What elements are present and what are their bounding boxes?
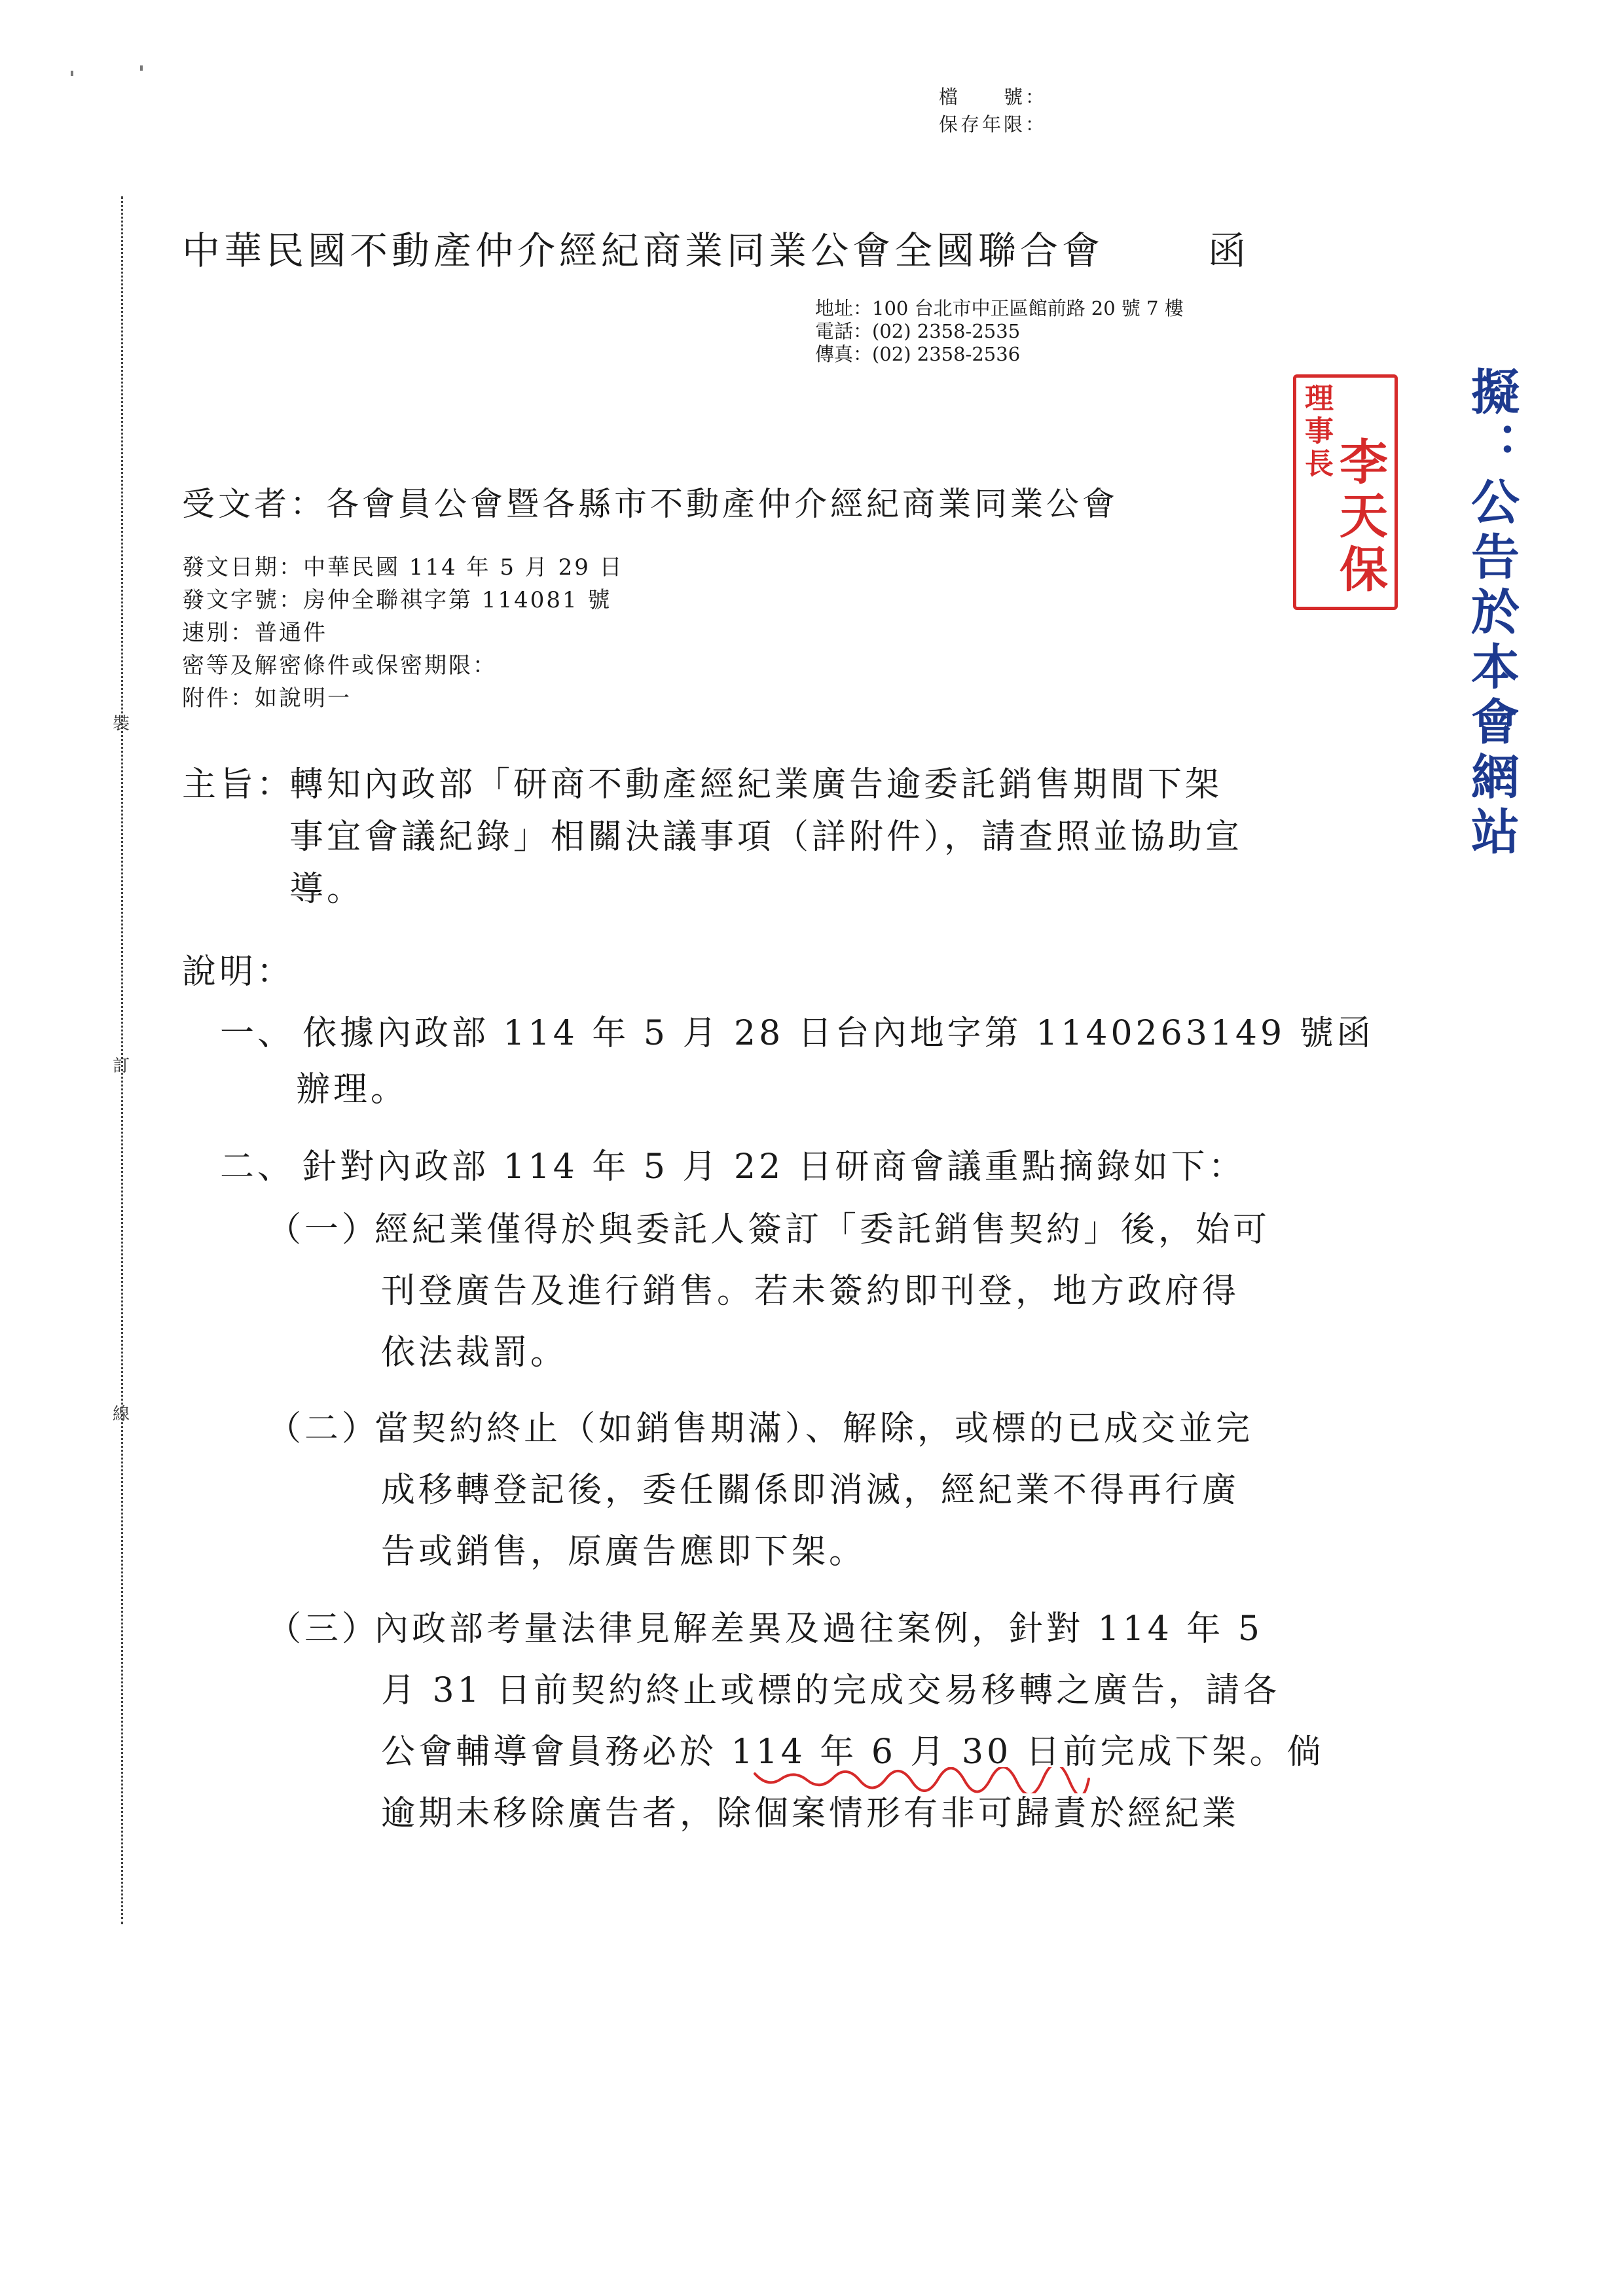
subitem-marker: （三） — [267, 1609, 380, 1649]
subitem-line: 內政部考量法律見解差異及過往案例，針對 114 年 5 — [374, 1609, 1263, 1649]
item-line: 辦理。 — [296, 1070, 409, 1109]
subitem-line: 當契約終止（如銷售期滿）、解除，或標的已成交並完 — [374, 1409, 1254, 1448]
subitem-line: 告或銷售，原廣告應即下架。 — [381, 1532, 867, 1571]
recipient-line: 受文者：各會員公會暨各縣市不動產仲介經紀商業同業公會 — [182, 485, 1118, 523]
subject-line: 導。 — [289, 870, 365, 909]
issue-date: 發文日期：中華民國 114 年 5 月 29 日 — [182, 554, 624, 581]
explanation-label: 說明： — [182, 952, 295, 992]
deadline-underline-mark — [752, 1767, 1092, 1793]
subitem-line: 成移轉登記後，委任關係即消滅，經紀業不得再行廣 — [381, 1471, 1240, 1510]
approval-annotation: 擬：公告於本會網站 — [1463, 367, 1520, 861]
seal-title-column: 理事長 — [1300, 383, 1333, 481]
binding-mark-ding: 訂 — [113, 1056, 130, 1076]
item-line: 依據內政部 114 年 5 月 28 日台內地字第 1140263149 號函 — [302, 1014, 1374, 1053]
binding-mark-zhuang: 裝 — [113, 714, 130, 734]
scan-speck — [140, 65, 143, 71]
subitem-line: 逾期未移除廣告者，除個案情形有非可歸責於經紀業 — [381, 1794, 1240, 1833]
subject-label: 主旨： — [182, 765, 295, 804]
seal-name-column: 李天保 — [1332, 437, 1388, 598]
subitem-marker: （二） — [267, 1409, 380, 1448]
subitem-marker: （一） — [267, 1210, 380, 1249]
speed-class: 速別：普通件 — [182, 620, 327, 646]
item-line: 針對內政部 114 年 5 月 22 日研商會議重點摘錄如下： — [302, 1147, 1246, 1187]
document-type: 函 — [1208, 228, 1250, 273]
file-number-label: 檔 號： — [939, 86, 1048, 108]
organization-title: 中華民國不動產仲介經紀商業同業公會全國聯合會 — [182, 228, 1104, 273]
contact-phone: 電話：(02) 2358-2535 — [815, 320, 1021, 342]
chairman-seal — [1293, 374, 1398, 610]
subitem-line: 公會輔導會員務必於 114 年 6 月 30 日前完成下架。倘 — [381, 1732, 1324, 1772]
subitem-line: 經紀業僅得於與委託人簽訂「委託銷售契約」後，始可 — [374, 1210, 1271, 1249]
doc-number: 發文字號：房仲全聯祺字第 114081 號 — [182, 587, 612, 613]
item-marker: 一、 — [220, 1014, 295, 1053]
item-marker: 二、 — [220, 1147, 295, 1187]
binding-mark-xian: 線 — [113, 1405, 130, 1424]
subitem-line: 月 31 日前契約終止或標的完成交易移轉之廣告，請各 — [381, 1671, 1281, 1710]
attachment-note: 附件：如說明一 — [182, 685, 352, 711]
contact-address: 地址：100 台北市中正區館前路 20 號 7 樓 — [815, 297, 1184, 319]
scan-speck — [71, 71, 73, 76]
subitem-line: 依法裁罰。 — [381, 1333, 568, 1372]
subject-line: 轉知內政部「研商不動產經紀業廣告逾委託銷售期間下架 — [289, 765, 1223, 804]
secrecy-level: 密等及解密條件或保密期限： — [182, 653, 497, 679]
contact-fax: 傳真：(02) 2358-2536 — [815, 343, 1021, 365]
subitem-line: 刊登廣告及進行銷售。若未簽約即刊登，地方政府得 — [381, 1272, 1240, 1311]
retention-label: 保存年限： — [939, 113, 1048, 135]
subject-line: 事宜會議紀錄」相關決議事項（詳附件），請查照並協助宣 — [289, 817, 1243, 857]
